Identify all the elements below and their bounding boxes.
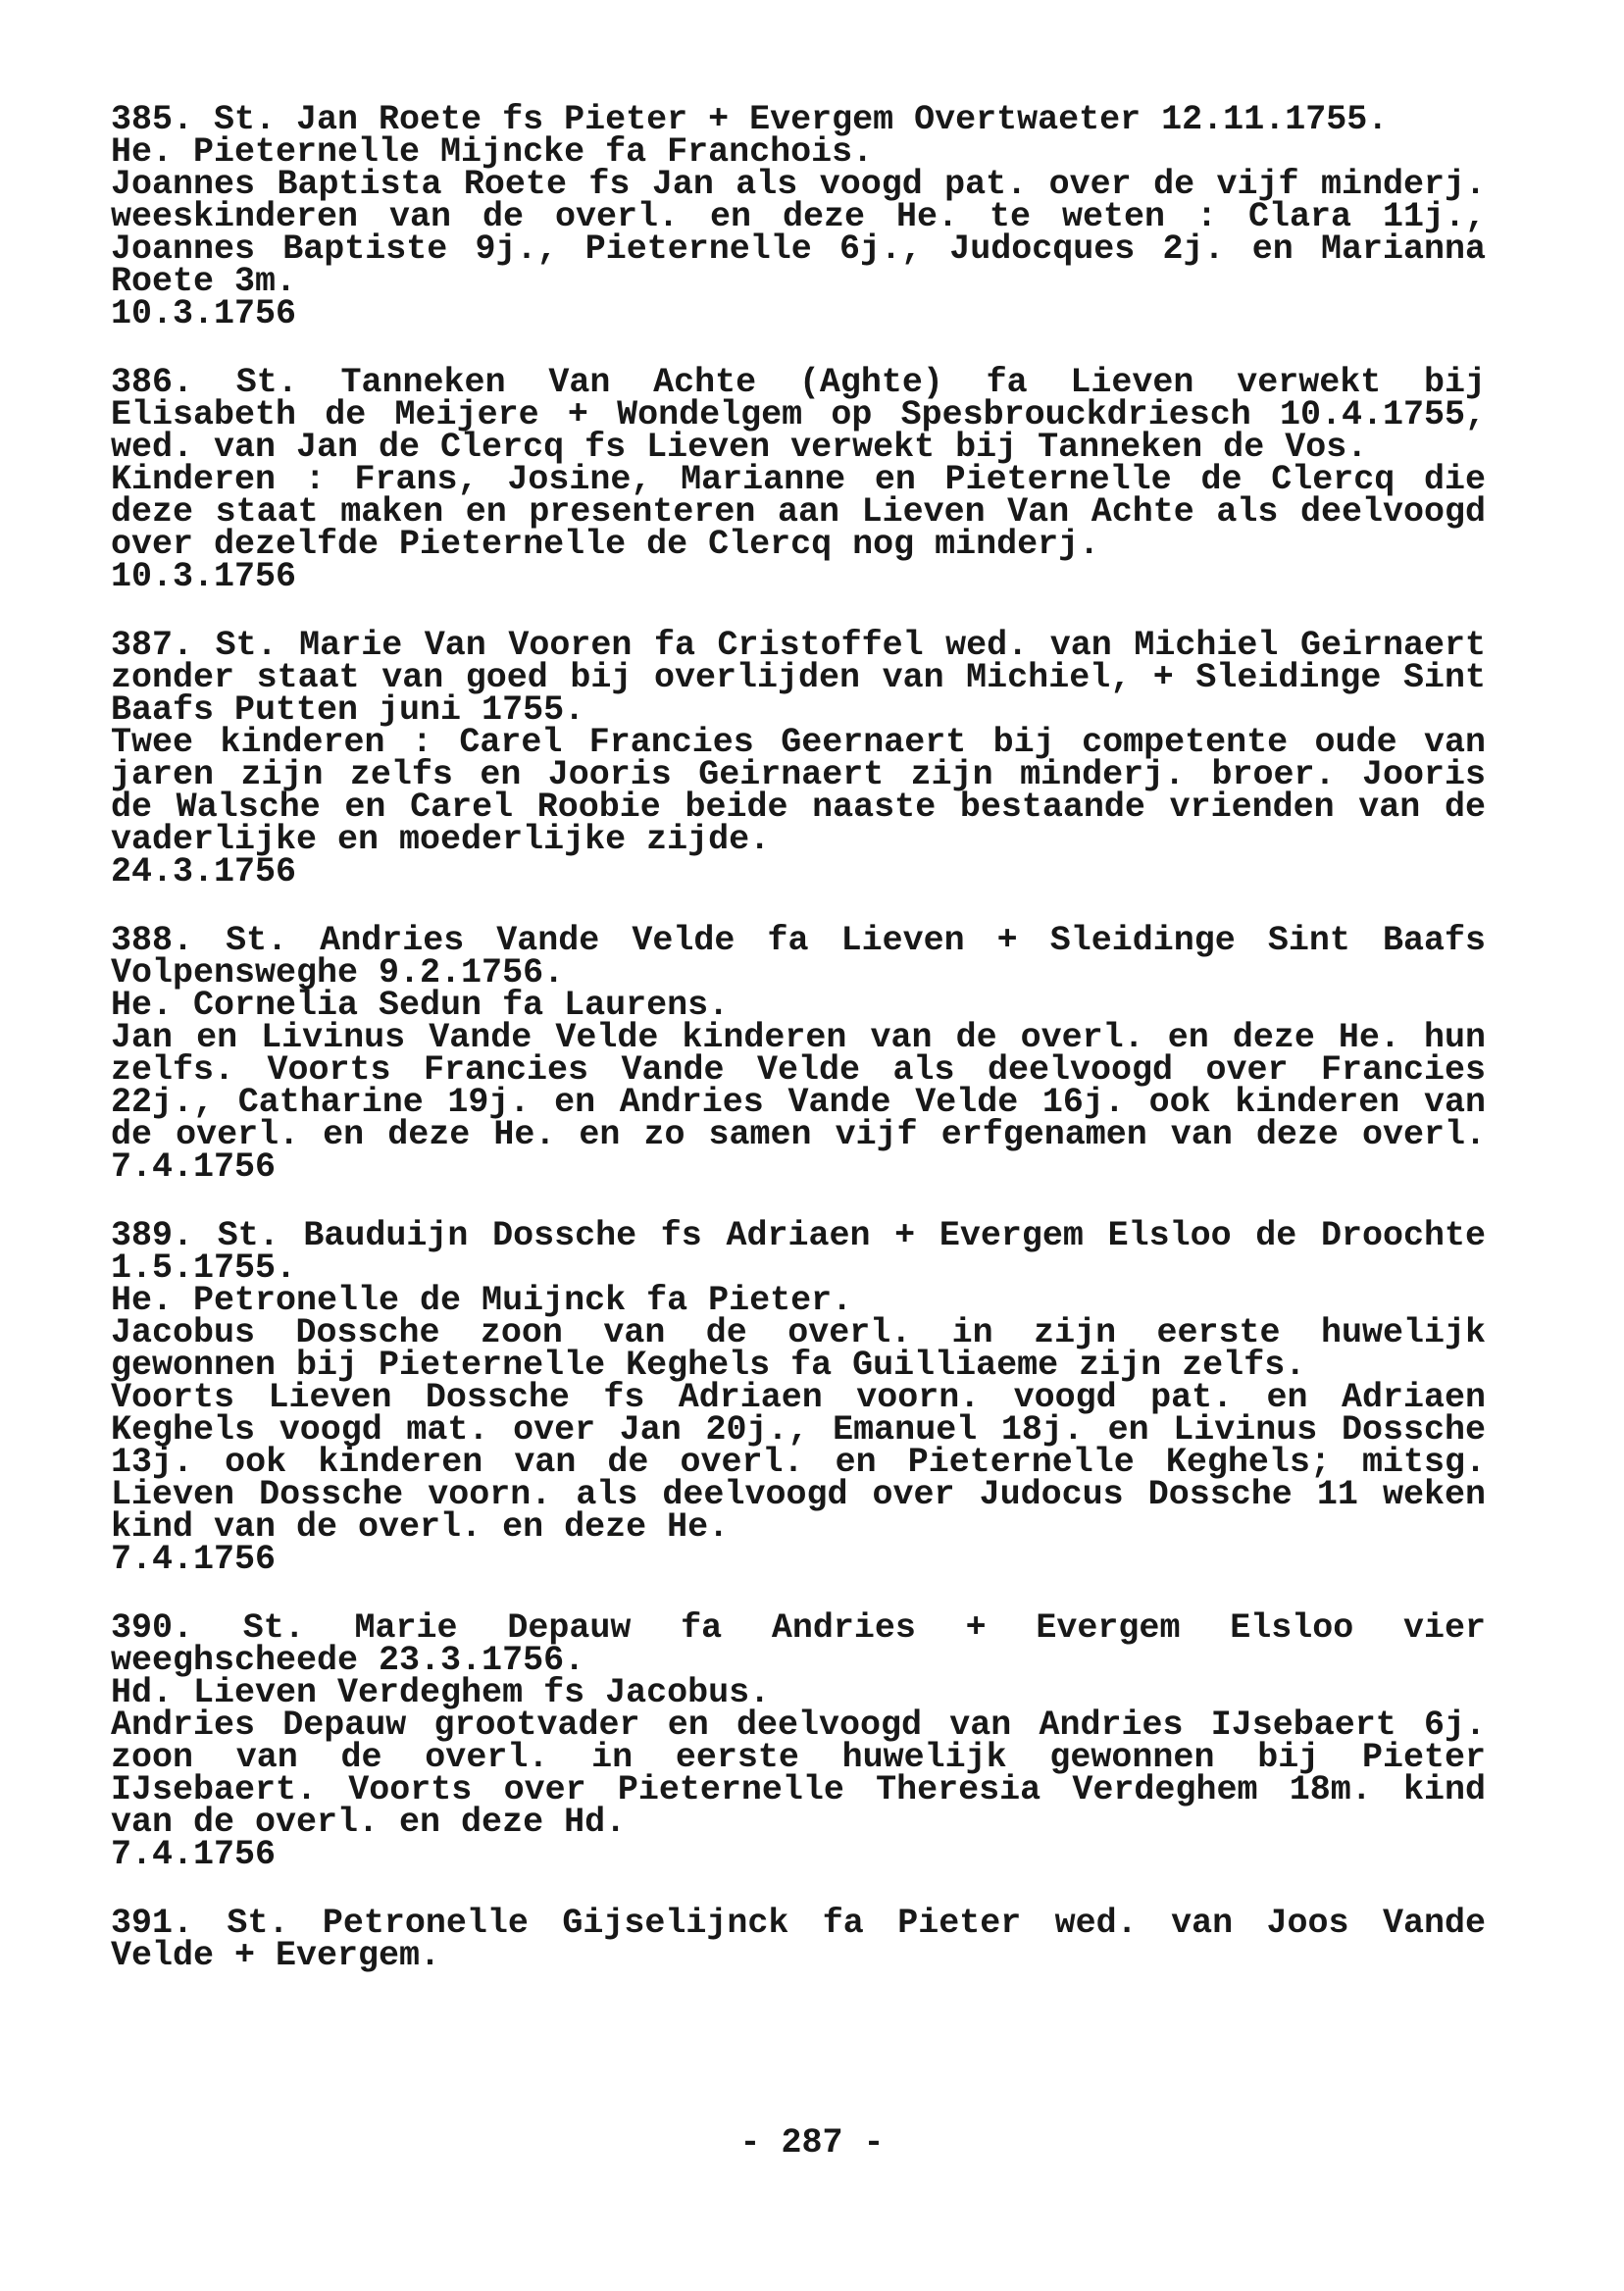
text-line: 389. St. Bauduijn Dossche fs Adriaen + Evergem Elsloo de Droochte: [111, 1216, 1486, 1255]
text-line: 7.4.1756: [111, 1835, 277, 1874]
text-line: Baafs Putten juni 1755.: [111, 690, 585, 730]
text-line: kind van de overl. en deze He.: [111, 1507, 730, 1547]
text-line: Volpensweghe 9.2.1756.: [111, 953, 565, 993]
text-line: gewonnen bij Pieternelle Keghels fa Guilliaeme zijn zelfs.: [111, 1346, 1306, 1385]
text-line: He. Cornelia Sedun fa Laurens.: [111, 986, 730, 1025]
text-line: 386. St. Tanneken Van Achte (Aghte) fa Lieven verwekt bij: [111, 363, 1486, 402]
text-line: 10.3.1756: [111, 557, 297, 596]
text-line: Velde + Evergem.: [111, 1936, 441, 1975]
text-line: Elisabeth de Meijere + Wondelgem op Spesbrouckdriesch 10.4.1755,: [111, 395, 1486, 434]
text-line: 10.3.1756: [111, 294, 297, 333]
text-line: zelfs. Voorts Francies Vande Velde als deelvoogd over Francies: [111, 1050, 1486, 1090]
text-line: vaderlijke en moederlijke zijde.: [111, 820, 771, 859]
text-line: deze staat maken en presenteren aan Lieven Van Achte als deelvoogd: [111, 492, 1486, 532]
text-line: 391. St. Petronelle Gijselijnck fa Pieter wed. van Joos Vande: [111, 1904, 1486, 1943]
text-line: 385. St. Jan Roete fs Pieter + Evergem Overtwaeter 12.11.1755.: [111, 100, 1389, 139]
entry-389: [111, 1216, 1486, 1579]
text-line: 1.5.1755.: [111, 1248, 297, 1288]
entry-385: [111, 100, 1486, 333]
text-line: Andries Depauw grootvader en deelvoogd van Andries IJsebaert 6j.: [111, 1706, 1486, 1745]
text-line: 22j., Catharine 19j. en Andries Vande Velde 16j. ook kinderen van: [111, 1083, 1486, 1122]
entry-388: [111, 921, 1486, 1187]
text-line: Roete 3m.: [111, 262, 297, 301]
text-line: zonder staat van goed bij overlijden van Michiel, + Sleidinge Sint: [111, 658, 1486, 697]
text-line: weeghscheede 23.3.1756.: [111, 1641, 585, 1680]
text-line: 388. St. Andries Vande Velde fa Lieven + Sleidinge Sint Baafs: [111, 921, 1486, 960]
text-line: Keghels voogd mat. over Jan 20j., Emanuel 18j. en Livinus Dossche: [111, 1410, 1486, 1450]
text-line: He. Petronelle de Muijnck fa Pieter.: [111, 1281, 853, 1320]
text-line: de overl. en deze He. en zo samen vijf erfgenamen van deze overl.: [111, 1115, 1486, 1154]
entry-391: [111, 1904, 1486, 1975]
text-line: 7.4.1756: [111, 1540, 277, 1579]
text-line: jaren zijn zelfs en Jooris Geirnaert zijn minderj. broer. Jooris: [111, 755, 1486, 794]
entries: [111, 100, 1486, 2009]
text-line: Twee kinderen : Carel Francies Geernaert bij competente oude van: [111, 723, 1486, 762]
text-line: weeskinderen van de overl. en deze He. te weten : Clara 11j.,: [111, 197, 1486, 236]
text-line: He. Pieternelle Mijncke fa Franchois.: [111, 132, 874, 172]
text-line: van de overl. en deze Hd.: [111, 1803, 627, 1842]
text-line: Joannes Baptiste 9j., Pieternelle 6j., Judocques 2j. en Marianna: [111, 229, 1486, 269]
entry-387: [111, 626, 1486, 891]
text-line: Voorts Lieven Dossche fs Adriaen voorn. voogd pat. en Adriaen: [111, 1378, 1486, 1417]
text-line: Joannes Baptista Roete fs Jan als voogd pat. over de vijf minderj.: [111, 165, 1486, 204]
text-line: Jan en Livinus Vande Velde kinderen van de overl. en deze He. hun: [111, 1018, 1486, 1057]
entry-390: [111, 1608, 1486, 1874]
text-line: 390. St. Marie Depauw fa Andries + Evergem Elsloo vier: [111, 1608, 1486, 1648]
text-line: IJsebaert. Voorts over Pieternelle Theresia Verdeghem 18m. kind: [111, 1770, 1486, 1809]
text-line: Kinderen : Frans, Josine, Marianne en Pieternelle de Clercq die: [111, 460, 1486, 499]
text-line: wed. van Jan de Clercq fs Lieven verwekt bij Tanneken de Vos.: [111, 428, 1368, 467]
text-line: Lieven Dossche voorn. als deelvoogd over Judocus Dossche 11 weken: [111, 1475, 1486, 1514]
text-line: Jacobus Dossche zoon van de overl. in zijn eerste huwelijk: [111, 1313, 1486, 1352]
text-line: 7.4.1756: [111, 1147, 277, 1187]
text-line: 387. St. Marie Van Vooren fa Cristoffel wed. van Michiel Geirnaert: [111, 626, 1486, 665]
text-line: over dezelfde Pieternelle de Clercq nog minderj.: [111, 525, 1100, 564]
text-line: Hd. Lieven Verdeghem fs Jacobus.: [111, 1673, 771, 1712]
text-line: zoon van de overl. in eerste huwelijk gewonnen bij Pieter: [111, 1738, 1486, 1777]
text-line: 13j. ook kinderen van de overl. en Pieternelle Keghels; mitsg.: [111, 1443, 1486, 1482]
entry-386: [111, 363, 1486, 596]
text-line: de Walsche en Carel Roobie beide naaste bestaande vrienden van de: [111, 788, 1486, 827]
text-line: 24.3.1756: [111, 852, 297, 891]
page-number: - 287 -: [739, 2123, 885, 2163]
